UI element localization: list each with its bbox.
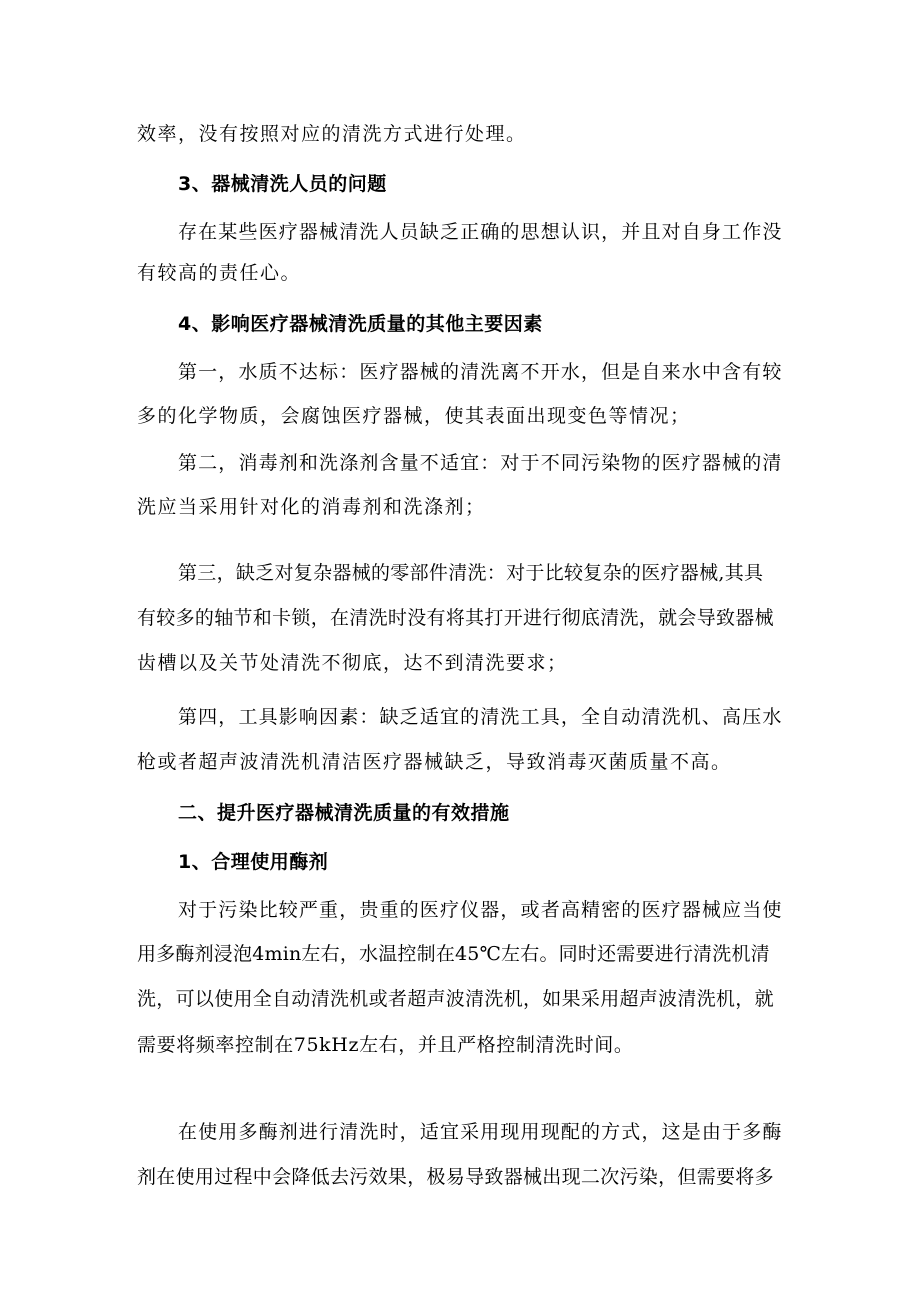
paragraph-line: 对于污染比较严重，贵重的医疗仪器，或者高精密的医疗器械应当使 xyxy=(178,899,783,921)
paragraph-line: 效率，没有按照对应的清洗方式进行处理。 xyxy=(137,123,527,145)
paragraph-line: 存在某些医疗器械清洗人员缺乏正确的思想认识，并且对自身工作没 xyxy=(178,221,783,243)
paragraph-line: 第四，工具影响因素：缺乏适宜的清洗工具，全自动清洗机、高压水 xyxy=(178,706,783,728)
paragraph-line: 有较多的轴节和卡锁，在清洗时没有将其打开进行彻底清洗，就会导致器械 xyxy=(137,607,774,629)
section-heading-1: 1、合理使用酶剂 xyxy=(178,851,329,873)
paragraph-line: 第一，水质不达标：医疗器械的清洗离不开水，但是自来水中含有较 xyxy=(178,361,783,383)
paragraph-line: 在使用多酶剂进行清洗时，适宜采用现用现配的方式，这是由于多酶 xyxy=(178,1121,783,1143)
paragraph-line: 齿槽以及关节处清洗不彻底，达不到清洗要求； xyxy=(137,652,568,674)
paragraph-line: 洗，可以使用全自动清洗机或者超声波清洗机，如果采用超声波清洗机，就 xyxy=(137,988,774,1010)
section-heading-4: 4、影响医疗器械清洗质量的其他主要因素 xyxy=(178,313,543,335)
paragraph-line: 第三，缺乏对复杂器械的零部件清洗：对于比较复杂的医疗器械,其具 xyxy=(178,562,764,584)
paragraph-line: 第二，消毒剂和洗涤剂含量不适宜：对于不同污染物的医疗器械的清 xyxy=(178,452,783,474)
paragraph-line: 用多酶剂浸泡4min左右，水温控制在45℃左右。同时还需要进行清洗机清 xyxy=(137,943,770,965)
section-heading-3: 3、器械清洗人员的问题 xyxy=(178,173,387,195)
paragraph-line: 需要将频率控制在75kHz左右，并且严格控制清洗时间。 xyxy=(137,1034,634,1056)
paragraph-line: 枪或者超声波清洗机清洁医疗器械缺乏，导致消毒灭菌质量不高。 xyxy=(137,751,732,773)
paragraph-line: 多的化学物质，会腐蚀医疗器械，使其表面出现变色等情况； xyxy=(137,405,691,427)
chapter-heading-2: 二、提升医疗器械清洗质量的有效措施 xyxy=(178,802,510,824)
paragraph-line: 剂在使用过程中会降低去污效果，极易导致器械出现二次污染，但需要将多 xyxy=(137,1166,774,1188)
paragraph-line: 洗应当采用针对化的消毒剂和洗涤剂； xyxy=(137,496,486,518)
paragraph-line: 有较高的责任心。 xyxy=(137,262,302,284)
